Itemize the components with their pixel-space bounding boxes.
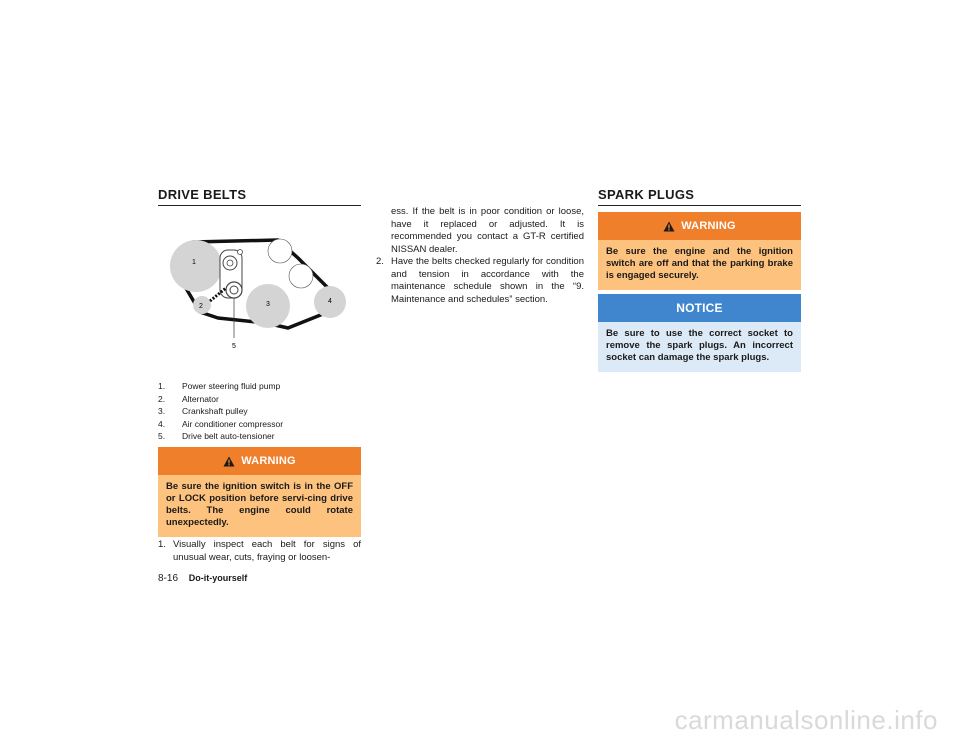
drive-belts-title: DRIVE BELTS	[158, 187, 361, 206]
warning-triangle-icon	[663, 221, 675, 232]
warning-triangle-icon	[223, 456, 235, 467]
legend-item: 4. Air conditioner compressor	[158, 418, 284, 429]
legend-item: 1. Power steering fluid pump	[158, 381, 281, 391]
diagram-label-5: 5	[232, 343, 236, 350]
drive-belt-diagram	[158, 228, 361, 358]
warning-text: Be sure the ignition switch is in the OFF or LOCK position before servi-cing drive belts. The engine could rotate unexpectedly.	[158, 475, 361, 537]
spark-plugs-notice-box	[598, 294, 801, 372]
drive-belts-warning-box	[158, 447, 361, 537]
step-2	[376, 256, 584, 306]
step-1	[158, 539, 361, 564]
step-1-continuation: ess. If the belt is in poor condition or loose, have it replaced or adjusted. It is recommended you contact a GT-R certified NISSAN dealer.	[391, 206, 584, 255]
page-number: 8-16	[158, 573, 179, 584]
pulley-1	[170, 240, 222, 292]
diagram-legend	[158, 380, 363, 443]
page-footer	[158, 573, 247, 584]
step-number: 1.	[158, 539, 166, 550]
idler-pulley-lower	[289, 264, 313, 288]
auto-tensioner	[220, 250, 243, 299]
step-number: 2.	[376, 256, 384, 267]
warning-text: Be sure the engine and the ignition switch are off and that the parking brake is engaged securely.	[598, 240, 801, 290]
step-text: Have the belts checked regularly for condition and tension in accordance with the maintenance schedule shown in the “9. Maintenance and schedules” section.	[391, 256, 584, 305]
diagram-label-3: 3	[266, 301, 270, 308]
step-1-continued-and-step-2	[376, 206, 584, 306]
warning-header	[158, 447, 361, 475]
idler-pulley-upper	[268, 239, 292, 263]
step-text: Visually inspect each belt for signs of unusual wear, cuts, fraying or loosen-	[173, 539, 361, 563]
warning-title: WARNING	[681, 220, 736, 232]
diagram-label-4: 4	[328, 298, 332, 305]
legend-item: 2. Alternator	[158, 393, 219, 404]
notice-header	[598, 294, 801, 322]
warning-title: WARNING	[241, 455, 296, 467]
chapter-name: Do-it-yourself	[188, 573, 248, 583]
legend-item: 3. Crankshaft pulley	[158, 406, 248, 417]
legend-item: 5. Drive belt auto-tensioner	[158, 431, 275, 442]
spark-plugs-warning-box	[598, 212, 801, 290]
watermark: carmanualsonline.info	[674, 705, 938, 735]
diagram-label-1: 1	[192, 259, 196, 266]
warning-header	[598, 212, 801, 240]
spark-plugs-title: SPARK PLUGS	[598, 187, 801, 206]
diagram-label-2: 2	[199, 303, 203, 310]
notice-text: Be sure to use the correct socket to remove the spark plugs. An incorrect socket can damage the spark plugs.	[598, 322, 801, 372]
notice-title: NOTICE	[676, 301, 723, 315]
